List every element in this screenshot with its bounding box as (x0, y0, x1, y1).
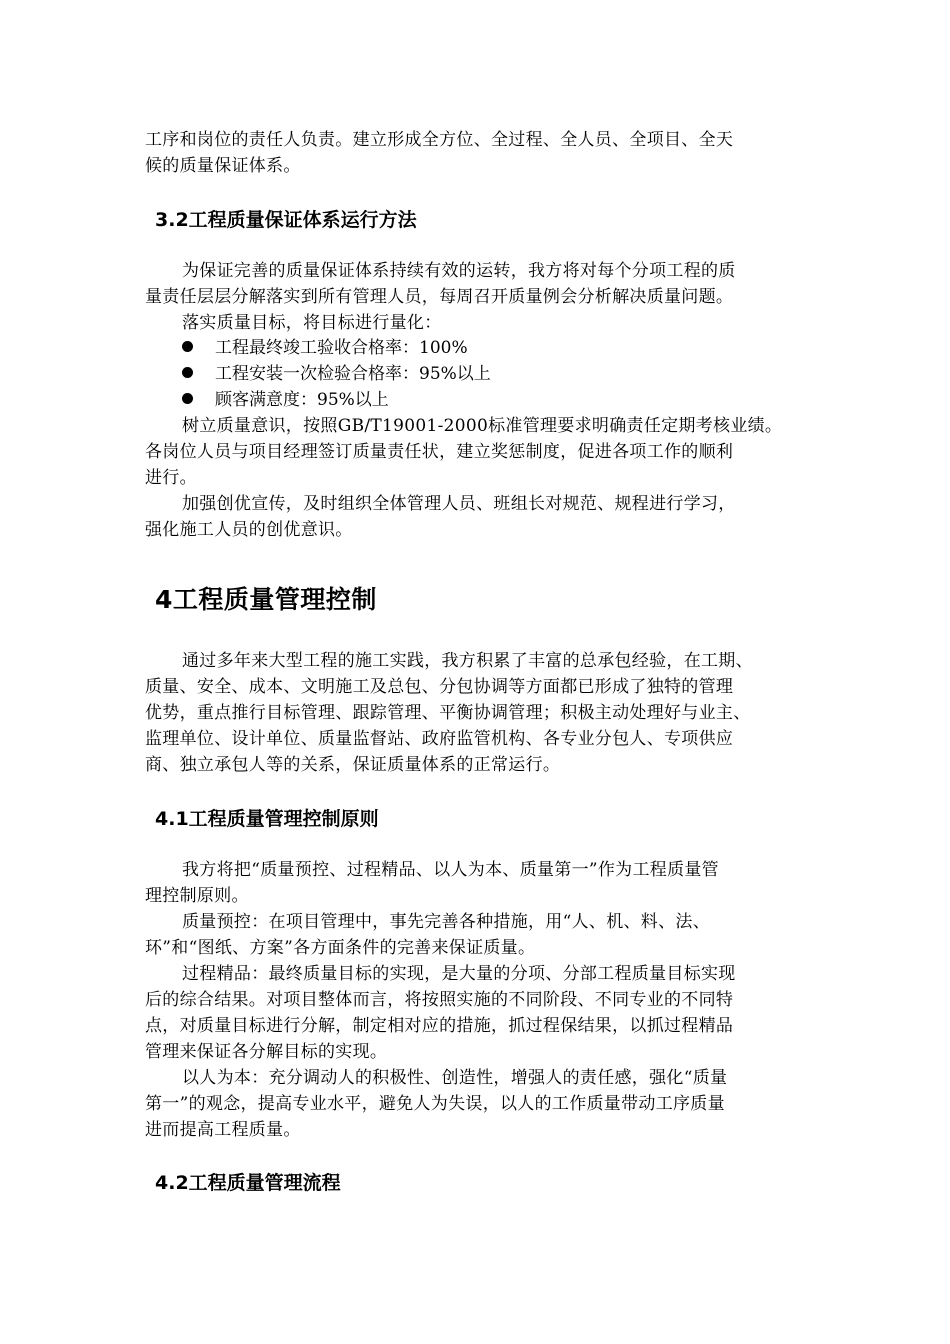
paragraph-line: 环”和“图纸、方案”各方面条件的完善来保证质量。 (145, 938, 536, 958)
paragraph-line: 商、独立承包人等的关系，保证质量体系的正常运行。 (145, 755, 561, 775)
paragraph-line: 为保证完善的质量保证体系持续有效的运转，我方将对每个分项工程的质 (182, 261, 736, 281)
intro-line: 工序和岗位的责任人负责。建立形成全方位、全过程、全人员、全项目、全天 (145, 130, 734, 150)
heading-4-2: 4.2工程质量管理流程 (155, 1172, 341, 1194)
bullet-item (182, 361, 491, 387)
paragraph-line: 管理来保证各分解目标的实现。 (145, 1042, 388, 1062)
paragraph-line: 第一”的观念，提高专业水平，避免人为失误，以人的工作质量带动工序质量 (145, 1094, 725, 1114)
paragraph-line: 树立质量意识，按照GB/T19001-2000标准管理要求明确责任定期考核业绩。 (182, 416, 783, 436)
paragraph-line: 理控制原则。 (145, 886, 249, 906)
bullet-dot-icon (182, 393, 193, 404)
paragraph-line: 以人为本：充分调动人的积极性、创造性，增强人的责任感，强化“质量 (182, 1068, 728, 1088)
paragraph-line: 进行。 (145, 468, 197, 488)
paragraph-line: 落实质量目标，将目标进行量化： (182, 313, 442, 333)
heading-4: 4工程质量管理控制 (155, 585, 377, 614)
intro-line: 候的质量保证体系。 (145, 156, 301, 176)
paragraph-line: 后的综合结果。对项目整体而言，将按照实施的不同阶段、不同专业的不同特 (145, 990, 734, 1010)
paragraph-line: 质量、安全、成本、文明施工及总包、分包协调等方面都已形成了独特的管理 (145, 677, 734, 697)
paragraph-line: 监理单位、设计单位、质量监督站、政府监管机构、各专业分包人、专项供应 (145, 729, 734, 749)
bullet-item (182, 335, 468, 361)
paragraph-line: 各岗位人员与项目经理签订质量责任状，建立奖惩制度，促进各项工作的顺利 (145, 442, 734, 462)
bullet-dot-icon (182, 341, 193, 352)
bullet-text: 顾客满意度：95%以上 (215, 390, 389, 410)
paragraph-line: 强化施工人员的创优意识。 (145, 520, 353, 540)
paragraph-line: 我方将把“质量预控、过程精品、以人为本、质量第一”作为工程质量管 (182, 860, 719, 880)
paragraph-line: 量责任层层分解落实到所有管理人员，每周召开质量例会分析解决质量问题。 (145, 287, 734, 307)
bullet-dot-icon (182, 367, 193, 378)
bullet-item (182, 387, 389, 413)
paragraph-line: 优势，重点推行目标管理、跟踪管理、平衡协调管理；积极主动处理好与业主、 (145, 703, 751, 723)
paragraph-line: 质量预控：在项目管理中，事先完善各种措施，用“人、机、料、法、 (182, 912, 710, 932)
paragraph-line: 进而提高工程质量。 (145, 1120, 301, 1140)
bullet-text: 工程最终竣工验收合格率：100% (215, 338, 468, 358)
paragraph-line: 加强创优宣传，及时组织全体管理人员、班组长对规范、规程进行学习， (182, 494, 736, 514)
bullet-text: 工程安装一次检验合格率：95%以上 (215, 364, 491, 384)
heading-4-1: 4.1工程质量管理控制原则 (155, 808, 379, 830)
heading-3-2: 3.2工程质量保证体系运行方法 (155, 209, 417, 231)
paragraph-line: 过程精品：最终质量目标的实现，是大量的分项、分部工程质量目标实现 (182, 964, 736, 984)
paragraph-line: 点，对质量目标进行分解，制定相对应的措施，抓过程保结果，以抓过程精品 (145, 1016, 734, 1036)
paragraph-line: 通过多年来大型工程的施工实践，我方积累了丰富的总承包经验，在工期、 (182, 651, 753, 671)
